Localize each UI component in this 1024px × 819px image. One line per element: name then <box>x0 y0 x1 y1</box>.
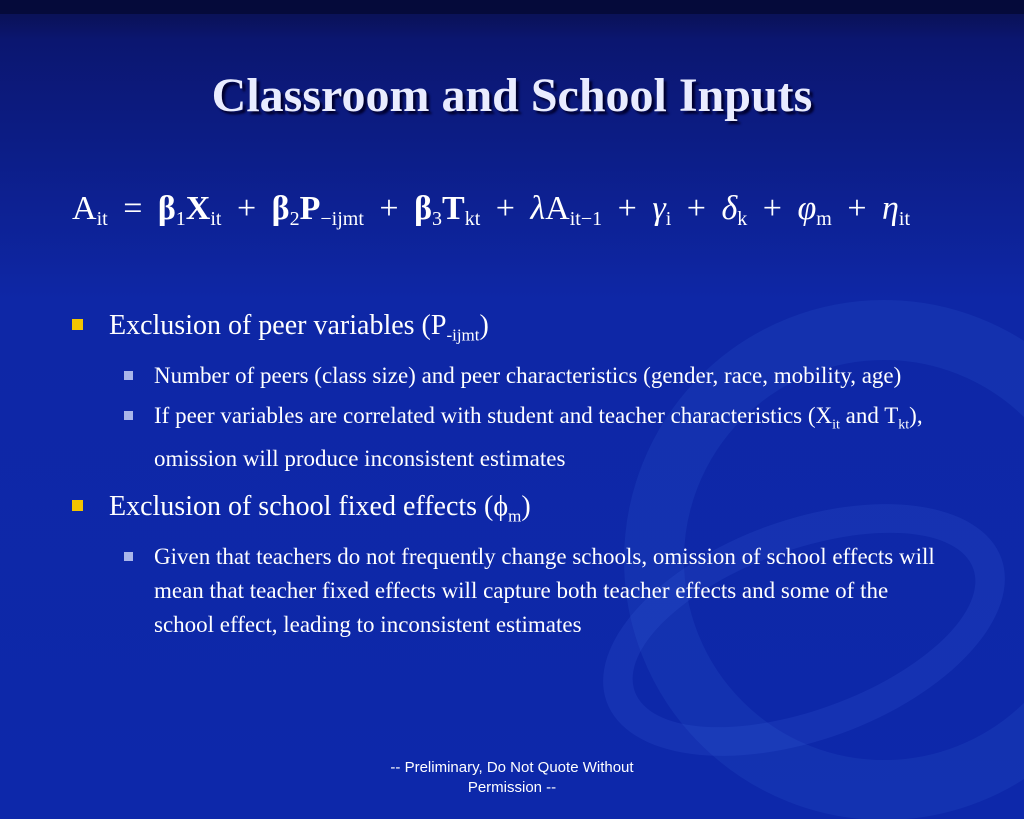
eq-plus: + <box>379 190 399 227</box>
eq-plus: + <box>847 190 867 227</box>
eq-plus: + <box>236 190 257 227</box>
sub-bullet-item <box>109 540 948 642</box>
eq-term-gamma: $\gamma_i$ <box>652 190 672 230</box>
bullet-item <box>68 305 948 476</box>
eq-equals: = <box>123 190 143 227</box>
footer-line-2: Permission -- <box>467 779 557 796</box>
square-bullet-icon <box>124 371 133 380</box>
bullet-item <box>68 486 948 642</box>
eq-term-lambda-a: $\lambda A_{it-1}$ <box>530 190 603 230</box>
eq-term-a: $A_{it}$ <box>72 190 108 230</box>
square-bullet-icon <box>72 319 83 330</box>
eq-plus: + <box>762 190 782 227</box>
slide-title: Classroom and School Inputs <box>211 69 813 122</box>
eq-term-delta: $\delta_k$ <box>721 190 748 230</box>
bullet-list <box>68 305 948 652</box>
footer-notice <box>362 758 662 798</box>
top-bar <box>0 0 1024 14</box>
square-bullet-icon <box>124 552 133 561</box>
sub-bullet-text: If peer variables are correlated with student and teacher characteristics ($X_{it}$ and $T_{kt}$), omission will produce inconsistent estimates <box>154 402 923 472</box>
value-added-equation <box>72 190 952 250</box>
sub-bullet-item <box>109 399 948 477</box>
bullet-text: Exclusion of school fixed effects $(\phi_m)$ <box>109 491 531 526</box>
eq-term-phi: $\varphi_m$ <box>797 190 832 230</box>
sub-bullet-list <box>109 540 948 642</box>
sub-bullet-item <box>109 359 948 393</box>
eq-term-beta3-t: $\beta_3T_{kt}$ <box>414 190 481 230</box>
eq-plus: + <box>617 190 637 227</box>
sub-bullet-text: Given that teachers do not frequently change schools, omission of school effects will mean that teacher fixed effects will capture both teacher effects and some of the school effect, leading to inconsistent estimates <box>154 543 935 637</box>
bullet-text: Exclusion of peer variables $(P_{-ijmt})$ <box>109 310 489 345</box>
footer-line-1: -- Preliminary, Do Not Quote Without <box>390 759 634 776</box>
eq-term-eta: $\eta_{it}$ <box>882 190 911 230</box>
sub-bullet-text: Number of peers (class size) and peer characteristics (gender, race, mobility, age) <box>154 362 902 388</box>
eq-plus: + <box>686 190 706 227</box>
square-bullet-icon <box>72 500 83 511</box>
eq-plus: + <box>495 190 515 227</box>
eq-term-beta2-p: $\beta_2P_{-ijmt}$ <box>271 190 364 230</box>
eq-term-beta1-x: $\beta_1X_{it}$ <box>157 190 222 230</box>
sub-bullet-list <box>109 359 948 477</box>
square-bullet-icon <box>124 411 133 420</box>
